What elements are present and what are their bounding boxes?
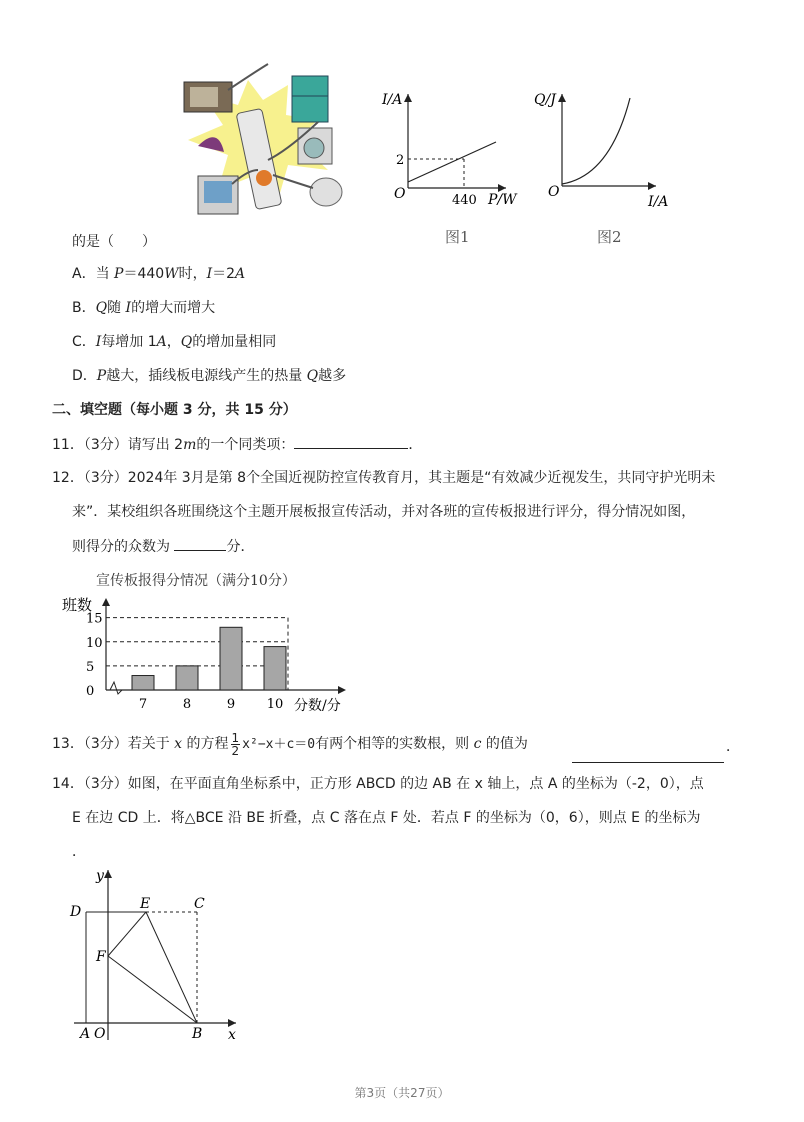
chart-title: 宣传板报得分情况（满分10分） — [96, 573, 296, 589]
fig1-y-label: I/A — [382, 92, 403, 108]
label-E: E — [140, 896, 151, 912]
fig1-y-tick: 2 — [396, 153, 405, 168]
square-fold-diagram — [64, 862, 250, 1044]
score-bar-chart — [60, 594, 360, 716]
question-14-line-1: 14．（3分）如图，在平面直角坐标系中，正方形 ABCD 的边 AB 在 x 轴上，点 A 的坐标为（-2，0），点 — [52, 776, 704, 792]
figure-2-graph — [530, 86, 680, 212]
fig1-origin: O — [394, 186, 406, 202]
x-tick-label: 7 — [138, 697, 148, 712]
section-heading: 二、填空题（每小题 3 分，共 15 分） — [52, 402, 297, 418]
x-axis-arrow — [338, 686, 346, 694]
x-axis-label: 分数/分 — [294, 698, 341, 714]
label-y: y — [96, 868, 104, 884]
fig1-x-tick: 440 — [452, 193, 477, 208]
question-11: 11．（3分）请写出 2m的一个同类项： ． — [52, 434, 422, 455]
label-F: F — [96, 949, 106, 965]
question-13: 13．（3分）若关于 x 的方程 $\frac{1}{2}$ x²−x＋c＝0有两个相等的实数根，则 c 的值为 — [52, 730, 528, 758]
question-12-line-2: 来”．某校组织各班围绕这个主题开展板报宣传活动，并对各班的宣传板报进行评分，得分情况如图， — [72, 504, 696, 520]
y-tick-label: 15 — [86, 611, 103, 627]
question-12-line-3: 则得分的众数为 分． — [72, 536, 254, 557]
y-tick-label: 5 — [86, 659, 95, 675]
fig2-origin: O — [548, 184, 560, 200]
figure-1-graph — [378, 86, 528, 212]
answer-blank-11[interactable] — [294, 434, 408, 449]
label-A: A — [80, 1026, 91, 1042]
question-14-line-3: ． — [72, 844, 86, 860]
label-x: x — [228, 1027, 236, 1043]
q10-option-a: A．当 P＝440W时，I＝2A — [72, 266, 246, 282]
y-tick-label: 10 — [86, 635, 103, 651]
q10-option-b: B．Q随 I的增大而增大 — [72, 300, 216, 316]
y-axis-arrow — [102, 598, 110, 606]
label-D: D — [70, 904, 82, 920]
appliances-illustration — [168, 60, 354, 224]
fig1-caption: 图1 — [445, 228, 470, 246]
fig2-y-label: Q/J — [534, 92, 556, 108]
question-12-line-1: 12．（3分）2024年 3月是第 8个全国近视防控宣传教育月，其主题是“有效减少近视发生，共同守护光明未 — [52, 470, 716, 486]
fraction-half: $\frac{1}{2}$ — [231, 730, 240, 758]
x-tick-label: 8 — [182, 697, 192, 712]
label-B: B — [192, 1026, 203, 1042]
x-tick-label: 9 — [226, 697, 236, 712]
q10-option-d: D．P越大，插线板电源线产生的热量 Q越多 — [72, 368, 347, 384]
q13-period: ． — [726, 739, 740, 755]
q10-option-c: C．I每增加 1A，Q的增加量相同 — [72, 334, 277, 350]
fig2-curve — [562, 98, 630, 184]
bar-10 — [264, 647, 286, 690]
question-14-line-2: E 在边 CD 上．将△BCE 沿 BE 折叠，点 C 落在点 F 处．若点 F 的坐标为（0，6），则点 E 的坐标为 — [72, 810, 701, 826]
bar-8 — [176, 666, 198, 690]
bar-9 — [220, 627, 242, 690]
fig1-x-label: P/W — [488, 192, 517, 208]
q10-tail: 的是（ ） — [72, 234, 156, 250]
label-O: O — [94, 1026, 106, 1042]
x-tick-label: 10 — [266, 697, 284, 712]
fig2-caption: 图2 — [597, 228, 622, 246]
y-tick-label: 0 — [86, 684, 95, 699]
bar-7 — [132, 676, 154, 690]
page-footer: 第3页（共27页） — [354, 1086, 450, 1100]
label-C: C — [194, 896, 205, 912]
y-axis-label: 班数 — [62, 596, 93, 614]
fig2-x-label: I/A — [648, 194, 669, 210]
axis-break — [110, 682, 122, 694]
answer-blank-13[interactable] — [572, 748, 724, 763]
fig1-line — [408, 142, 496, 182]
answer-blank-12[interactable] — [174, 536, 226, 551]
